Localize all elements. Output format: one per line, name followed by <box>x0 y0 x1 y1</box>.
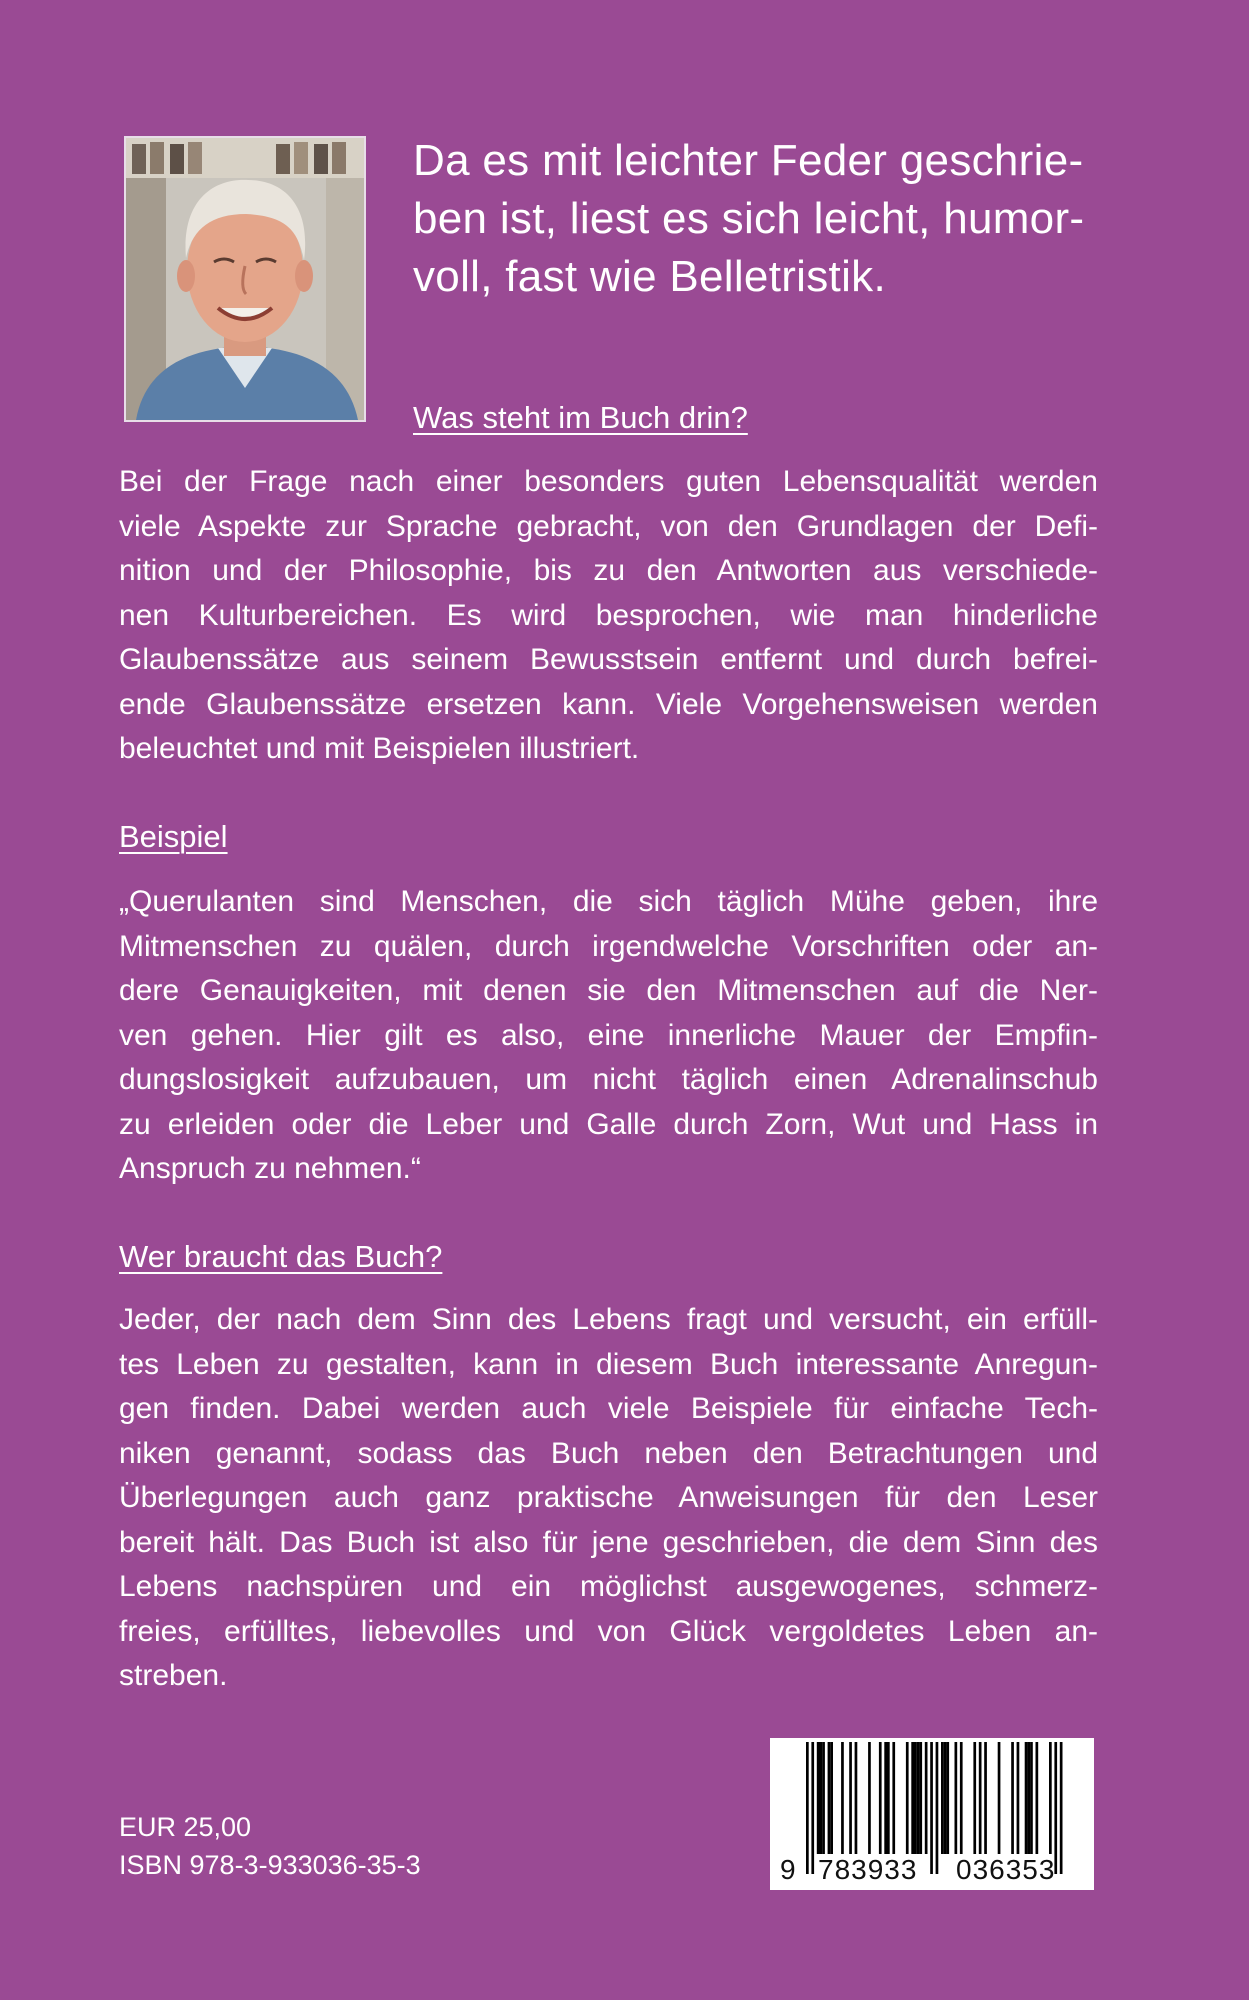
intro-line: Da es mit leichter Feder geschrie- <box>413 136 1084 185</box>
barcode-first-digit: 9 <box>780 1854 796 1885</box>
text-line: zu erleiden oder die Leber und Galle durch Zorn, Wut und Hass in <box>119 1107 1098 1141</box>
barcode-bar <box>960 1742 963 1854</box>
text-line: Überlegungen auch ganz praktische Anweisungen für den Leser <box>119 1481 1098 1514</box>
barcode-bar <box>817 1742 820 1854</box>
text-line: tes Leben zu gestalten, kann in diesem Buch interessante Anregun- <box>119 1347 1098 1381</box>
text-line: gen finden. Dabei werden auch viele Beispiele für einfache Tech- <box>119 1392 1098 1425</box>
author-photo <box>124 136 366 422</box>
text-line: dungslosigkeit aufzubauen, um nicht täglich einen Adrenalinschub <box>119 1063 1098 1096</box>
barcode-bar <box>941 1742 944 1854</box>
text-line: „Querulanten sind Menschen, die sich täglich Mühe geben, ihre <box>119 885 1098 918</box>
barcode-bar <box>887 1742 890 1854</box>
text-line: freies, erfülltes, liebevolles und von Glück vergoldetes Leben an- <box>119 1614 1098 1648</box>
text-line: niken genannt, sodass das Buch neben den Betrachtungen und <box>119 1436 1098 1470</box>
heading-what-is-in-book: Was steht im Buch drin? <box>413 400 748 435</box>
text-line: ende Glaubenssätze ersetzen kann. Viele Vorgehensweisen werden <box>119 687 1098 721</box>
text-line: Mitmenschen zu quälen, durch irgendwelche Vorschriften oder an- <box>119 929 1098 963</box>
barcode-bar <box>841 1742 844 1854</box>
barcode-bar <box>914 1742 917 1854</box>
isbn-barcode <box>770 1738 1094 1890</box>
barcode-bar <box>998 1742 1001 1854</box>
price-block <box>119 1808 421 1884</box>
paragraph-what-is-in-book <box>119 460 1098 772</box>
barcode-bar <box>911 1742 914 1854</box>
barcode-bar <box>1025 1742 1028 1854</box>
heading-example: Beispiel <box>119 819 228 854</box>
heading-who-needs-book: Wer braucht das Buch? <box>119 1239 443 1274</box>
barcode-bar <box>868 1742 871 1854</box>
barcode-bar <box>955 1742 958 1854</box>
text-line: Glaubenssätze aus seinem Bewusstsein entfernt und durch befrei- <box>119 643 1098 676</box>
barcode-bar <box>1017 1742 1020 1854</box>
price-label: EUR 25,00 <box>119 1812 252 1842</box>
barcode-bar <box>973 1742 976 1854</box>
intro-quote <box>413 132 1103 306</box>
barcode-bar <box>919 1742 922 1854</box>
barcode-bar <box>906 1742 909 1854</box>
paragraph-who-needs-book <box>119 1298 1098 1699</box>
barcode-bar <box>917 1742 920 1854</box>
barcode-bar <box>1036 1742 1039 1854</box>
barcode-bar <box>879 1742 882 1854</box>
intro-line: ben ist, liest es sich leicht, humor- <box>413 194 1085 243</box>
barcode-bar <box>979 1742 982 1854</box>
text-line: dere Genauigkeiten, mit denen sie den Mitmenschen auf die Ner- <box>119 974 1098 1007</box>
text-line: ven gehen. Hier gilt es also, eine innerliche Mauer der Empfin- <box>119 1018 1098 1052</box>
barcode-bar <box>984 1742 987 1854</box>
text-line: nen Kulturbereichen. Es wird besprochen, wie man hinderliche <box>119 598 1098 632</box>
text-line: nition und der Philosophie, bis zu den Antworten aus verschiede- <box>119 554 1098 587</box>
isbn-label: ISBN 978-3-933036-35-3 <box>119 1850 421 1880</box>
barcode-bar <box>1011 1742 1014 1854</box>
author-portrait-illustration <box>126 138 364 420</box>
barcode-right-group: 036353 <box>956 1854 1056 1885</box>
barcode-bar <box>1049 1742 1052 1854</box>
paragraph-example <box>119 880 1098 1192</box>
barcode-bar <box>1027 1742 1030 1854</box>
text-line: beleuchtet und mit Beispielen illustriert. <box>119 732 640 765</box>
barcode-digits <box>770 1854 1094 1888</box>
text-line: Lebens nachspüren und ein möglichst ausgewogenes, schmerz- <box>119 1570 1098 1603</box>
text-line: Anspruch zu nehmen.“ <box>119 1152 421 1185</box>
barcode-bar <box>820 1742 823 1854</box>
barcode-bar <box>925 1742 928 1854</box>
text-line: streben. <box>119 1659 228 1692</box>
text-line: Jeder, der nach dem Sinn des Lebens fragt und versucht, ein erfüll- <box>119 1303 1098 1336</box>
barcode-left-group: 783933 <box>818 1854 918 1885</box>
text-line: viele Aspekte zur Sprache gebracht, von den Grundlagen der Defi- <box>119 509 1098 543</box>
barcode-bar <box>944 1742 947 1854</box>
barcode-bar <box>828 1742 831 1854</box>
barcode-bar <box>884 1742 887 1854</box>
barcode-bar <box>822 1742 825 1854</box>
text-line: bereit hält. Das Buch ist also für jene geschrieben, die dem Sinn des <box>119 1525 1098 1559</box>
barcode-bar <box>855 1742 858 1854</box>
barcode-bar <box>946 1742 949 1854</box>
barcode-bar <box>830 1742 833 1854</box>
barcode-bar <box>1030 1742 1033 1854</box>
barcode-bar <box>849 1742 852 1854</box>
text-line: Bei der Frage nach einer besonders guten Lebensqualität werden <box>119 465 1098 498</box>
barcode-bar <box>892 1742 895 1854</box>
intro-line: voll, fast wie Belletristik. <box>413 252 886 301</box>
